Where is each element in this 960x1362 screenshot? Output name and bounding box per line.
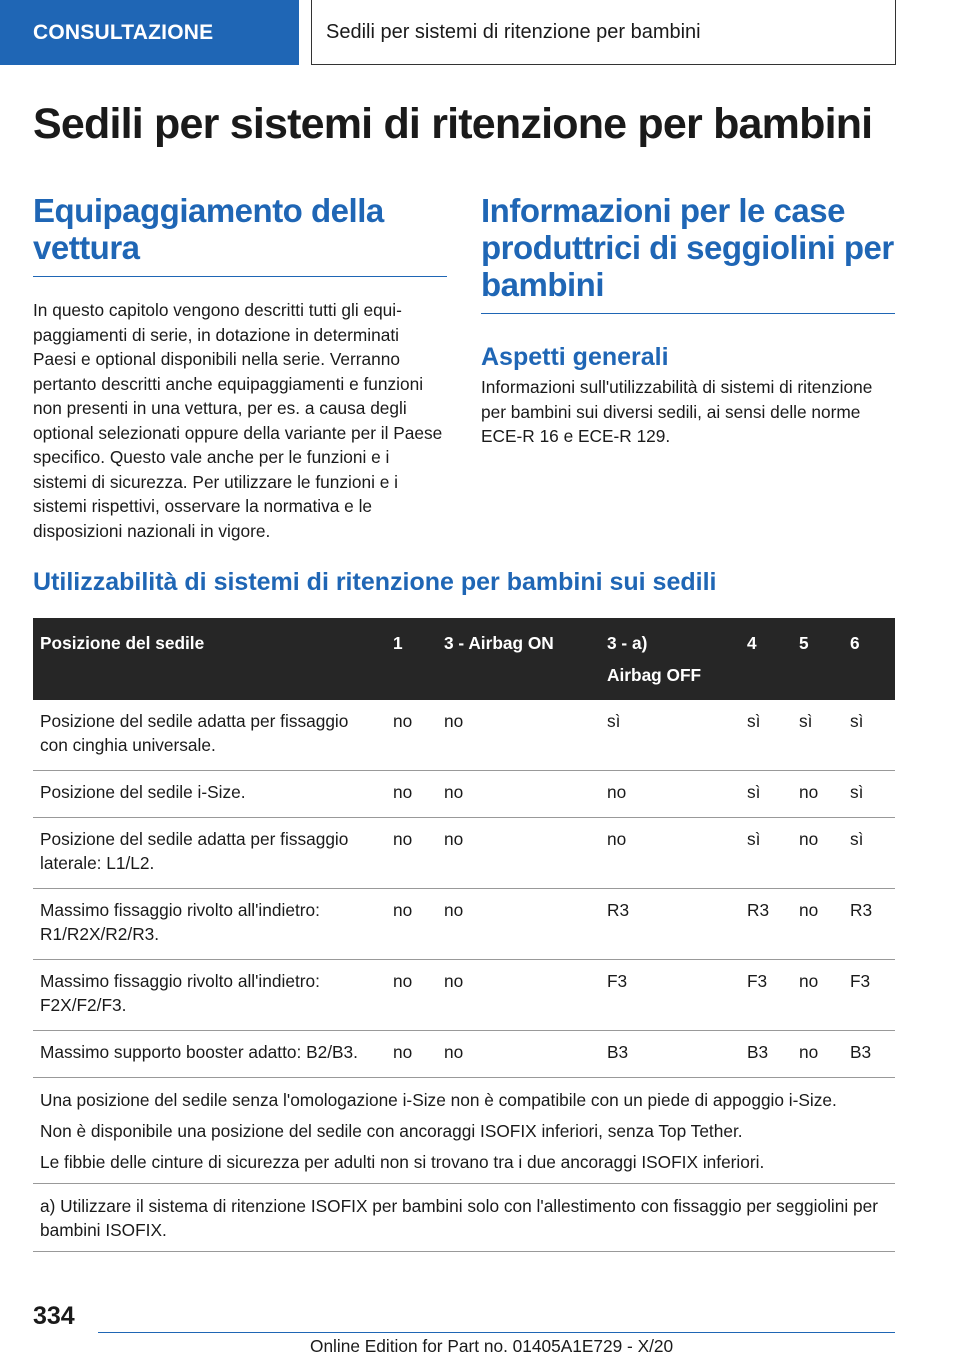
table-cell: Posizione del sedile adatta per fissaggio laterale: L1/L2. bbox=[33, 818, 386, 889]
table-cell: sì bbox=[740, 818, 792, 889]
table-cell: R3 bbox=[600, 889, 740, 960]
table-cell: no bbox=[792, 1031, 843, 1078]
table-cell: no bbox=[386, 700, 437, 771]
table-cell: no bbox=[386, 960, 437, 1031]
table-cell: sì bbox=[740, 771, 792, 818]
table-notes bbox=[33, 1078, 895, 1184]
table-footnote: a) Utilizzare il sistema di ritenzione ISOFIX per bambini solo con l'allestimento con fissaggio per seggiolini per bambini ISOFIX. bbox=[33, 1184, 895, 1252]
col-header-3-airbag-off bbox=[600, 618, 740, 700]
table-cell: Massimo fissaggio rivolto all'indietro: F2X/F2/F3. bbox=[33, 960, 386, 1031]
col-header-6: 6 bbox=[843, 618, 895, 700]
table-row bbox=[33, 889, 895, 960]
table-cell: R3 bbox=[843, 889, 895, 960]
edition-footer: Online Edition for Part no. 01405A1E729 - X/20 bbox=[310, 1336, 674, 1356]
table-note: Le fibbie delle cinture di sicurezza per adulti non si trovano tra i due ancoraggi ISOFIX inferiori. bbox=[40, 1152, 765, 1172]
table-notes-row bbox=[33, 1078, 895, 1184]
table-cell: no bbox=[437, 818, 600, 889]
table-cell: no bbox=[792, 818, 843, 889]
page-title: Sedili per sistemi di ritenzione per bambini bbox=[33, 100, 873, 148]
table-footnote-row bbox=[33, 1184, 895, 1252]
right-heading-rule bbox=[481, 313, 895, 314]
table-heading: Utilizzabilità di sistemi di ritenzione per bambini sui sedili bbox=[33, 568, 717, 596]
table-cell: no bbox=[792, 960, 843, 1031]
col-header-airbag-off: Airbag OFF bbox=[607, 665, 702, 685]
table-cell: no bbox=[386, 818, 437, 889]
table-cell: no bbox=[437, 700, 600, 771]
table-row bbox=[33, 818, 895, 889]
table-cell: Massimo fissaggio rivolto all'indietro: R1/R2X/R2/R3. bbox=[33, 889, 386, 960]
table-cell: no bbox=[386, 771, 437, 818]
col-header-3-airbag-on: 3 - Airbag ON bbox=[437, 618, 600, 700]
table-cell: no bbox=[792, 889, 843, 960]
table-cell: B3 bbox=[843, 1031, 895, 1078]
table-note: Una posizione del sedile senza l'omologazione i-Size non è compatibile con un piede di appoggio i-Size. bbox=[40, 1090, 837, 1110]
chapter-title: Sedili per sistemi di ritenzione per bambini bbox=[311, 0, 896, 65]
table-row bbox=[33, 700, 895, 771]
table-cell: no bbox=[792, 771, 843, 818]
seat-usability-table bbox=[33, 618, 895, 1252]
table-cell: sì bbox=[600, 700, 740, 771]
right-heading: Informazioni per le case produttrici di seggiolini per bambini bbox=[481, 192, 894, 303]
table-cell: no bbox=[437, 889, 600, 960]
table-row bbox=[33, 771, 895, 818]
footer-rule bbox=[98, 1332, 895, 1333]
table-cell: sì bbox=[740, 700, 792, 771]
table-cell: no bbox=[600, 771, 740, 818]
table-cell: F3 bbox=[600, 960, 740, 1031]
table-cell: no bbox=[386, 889, 437, 960]
right-column bbox=[481, 192, 895, 449]
left-column bbox=[33, 192, 447, 543]
table-cell: F3 bbox=[843, 960, 895, 1031]
col-header-seat-position: Posizione del sedile bbox=[33, 618, 386, 700]
table-cell: sì bbox=[843, 818, 895, 889]
table-cell: R3 bbox=[740, 889, 792, 960]
right-body: Informazioni sull'utilizzabilità di sistemi di ritenzione per bambini sui diversi sedili, ai sensi delle norme ECE-R 16 e ECE-R 129. bbox=[481, 377, 873, 446]
table-cell: sì bbox=[843, 700, 895, 771]
left-body: In questo capitolo vengono descritti tutti gli equipaggiamenti di serie, in dotazione in determinati Paesi e optional disponibili nella serie. Verranno pertanto descritti anche equipaggiamenti e funzioni non presenti in una vettura, per es. a causa degli optional selezionati oppure della variante per il Paese specifico. Questo vale anche per le funzioni e i sistemi di sicurezza. Per utilizzare le funzioni e i sistemi rispettivi, osservare la normativa e le disposizioni nazionali in vigore. bbox=[33, 300, 443, 541]
table-row bbox=[33, 1031, 895, 1078]
table-cell: F3 bbox=[740, 960, 792, 1031]
table-cell: B3 bbox=[600, 1031, 740, 1078]
right-subheading: Aspetti generali bbox=[481, 343, 669, 371]
table-cell: no bbox=[437, 960, 600, 1031]
table-cell: no bbox=[386, 1031, 437, 1078]
table-note: Non è disponibile una posizione del sedile con ancoraggi ISOFIX inferiori, senza Top Tether. bbox=[40, 1121, 743, 1141]
table-cell: Posizione del sedile i-Size. bbox=[33, 771, 386, 818]
table-cell: no bbox=[437, 771, 600, 818]
table-cell: Massimo supporto booster adatto: B2/B3. bbox=[33, 1031, 386, 1078]
table-header-row bbox=[33, 618, 895, 700]
table-cell: Posizione del sedile adatta per fissaggio con cinghia universale. bbox=[33, 700, 386, 771]
page-number: 334 bbox=[33, 1302, 75, 1330]
left-heading-rule bbox=[33, 276, 447, 277]
section-tab[interactable]: CONSULTAZIONE bbox=[0, 0, 299, 65]
col-header-4: 4 bbox=[740, 618, 792, 700]
table-cell: sì bbox=[843, 771, 895, 818]
left-heading: Equipaggiamento della vettura bbox=[33, 192, 384, 266]
table-cell: no bbox=[437, 1031, 600, 1078]
col-header-1: 1 bbox=[386, 618, 437, 700]
table-cell: no bbox=[600, 818, 740, 889]
col-header-5: 5 bbox=[792, 618, 843, 700]
table-row bbox=[33, 960, 895, 1031]
col-header-3-a: 3 - a) bbox=[607, 633, 648, 653]
table-cell: sì bbox=[792, 700, 843, 771]
table-cell: B3 bbox=[740, 1031, 792, 1078]
